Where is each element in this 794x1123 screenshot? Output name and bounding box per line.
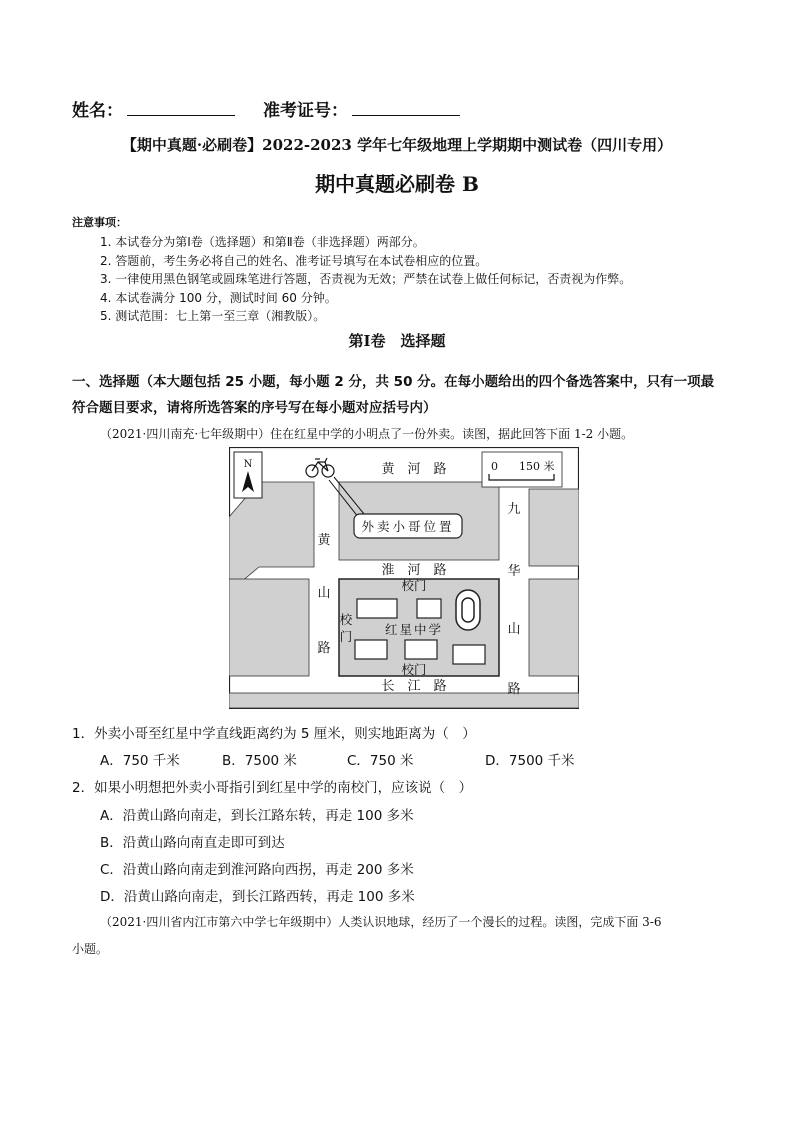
exam-subtitle: 【期中真题·必刷卷】2022-2023 学年七年级地理上学期期中测试卷（四川专用） — [121, 136, 673, 154]
road-label-huangshan: 路 — [317, 641, 331, 656]
exam-title: 期中真题必刷卷 B — [315, 172, 479, 196]
block-south — [229, 693, 579, 708]
question-context: （2021·四川南充·七年级期中）住在红星中学的小明点了一份外卖。读图，据此回答下面 1-2 小题。 — [100, 427, 634, 441]
school-name-label: 红星中学 — [384, 622, 444, 637]
road-label-huangshan: 山 — [317, 586, 331, 601]
notice-item: 3. 一律使用黑色钢笔或圆珠笔进行答题，否责视为无效；严禁在试卷上做任何标记，否责视为作弊。 — [100, 272, 632, 286]
block-ne — [529, 489, 579, 566]
block-east — [529, 579, 579, 676]
school-building — [417, 599, 441, 618]
part-heading-line2: 符合题目要求，请将所选答案的序号写在每小题对应括号内） — [72, 400, 437, 416]
question-1-option-d[interactable]: D．7500 千米 — [485, 753, 575, 769]
question-1-stem: 1．外卖小哥至红星中学直线距离约为 5 厘米，则实地距离为（ ） — [72, 726, 476, 742]
gate-south-label: 校门 — [401, 662, 427, 677]
question-context: （2021·四川省内江市第六中学七年级期中）人类认识地球，经历了一个漫长的过程。读图，完成下面 3-6 — [100, 915, 662, 929]
scale-value: 150 米 — [519, 460, 555, 473]
school-building — [405, 640, 437, 659]
notice-item: 5. 测试范围：七上第一至三章（湘教版）。 — [100, 309, 326, 323]
notice-item: 1. 本试卷分为第Ⅰ卷（选择题）和第Ⅱ卷（非选择题）两部分。 — [100, 235, 425, 249]
block-west — [229, 579, 309, 676]
gate-west-label: 校 — [339, 612, 353, 627]
north-label: N — [243, 459, 253, 470]
question-2-option-c[interactable]: C．沿黄山路向南走到淮河路向西拐，再走 200 多米 — [100, 862, 414, 878]
part-heading-line1: 一、选择题（本大题包括 25 小题，每小题 2 分，共 50 分。在每小题给出的四个备选答案中，只有一项最 — [72, 374, 715, 390]
street-map — [229, 447, 579, 709]
courier-label: 外卖小哥位置 — [361, 519, 455, 534]
notice-item: 2. 答题前，考生务必将自己的姓名、准考证号填写在本试卷相应的位置。 — [100, 254, 488, 268]
gate-north-label: 校门 — [401, 578, 427, 593]
road-label-huaihe: 淮 河 路 — [381, 563, 447, 578]
school-building — [453, 645, 485, 664]
section-title: 第Ⅰ卷 选择题 — [348, 332, 446, 350]
question-1-option-c[interactable]: C．750 米 — [347, 753, 414, 769]
exam-id-blank[interactable] — [352, 101, 460, 116]
question-2-option-d[interactable]: D．沿黄山路向南走，到长江路西转，再走 100 多米 — [100, 889, 415, 905]
question-1-option-b[interactable]: B．7500 米 — [222, 753, 297, 769]
road-label-huanghe: 黄 河 路 — [381, 462, 447, 477]
road-label-huangshan: 黄 — [317, 533, 331, 548]
gate-west-label: 门 — [339, 629, 353, 644]
notice-heading: 注意事项： — [72, 216, 127, 229]
question-context: 小题。 — [72, 942, 109, 956]
road-label-changjiang: 长 江 路 — [381, 679, 447, 694]
road-label-jiuhuashan: 路 — [507, 682, 521, 697]
question-2-option-a[interactable]: A．沿黄山路向南走，到长江路东转，再走 100 多米 — [100, 808, 414, 824]
road-label-jiuhuashan: 华 — [507, 564, 521, 579]
question-1-option-a[interactable]: A．750 千米 — [100, 753, 180, 769]
road-label-jiuhuashan: 九 — [507, 502, 521, 517]
school-building — [357, 599, 397, 618]
name-blank[interactable] — [127, 101, 235, 116]
name-row — [72, 96, 488, 121]
notice-item: 4. 本试卷满分 100 分，测试时间 60 分钟。 — [100, 291, 337, 305]
exam-id-label: 准考证号： — [263, 101, 348, 121]
school-building — [355, 640, 387, 659]
question-2-stem: 2．如果小明想把外卖小哥指引到红星中学的南校门，应该说（ ） — [72, 780, 473, 796]
question-2-option-b[interactable]: B．沿黄山路向南直走即可到达 — [100, 835, 285, 851]
road-label-jiuhuashan: 山 — [507, 622, 521, 637]
name-label: 姓名： — [72, 101, 123, 121]
scale-zero: 0 — [491, 460, 498, 473]
